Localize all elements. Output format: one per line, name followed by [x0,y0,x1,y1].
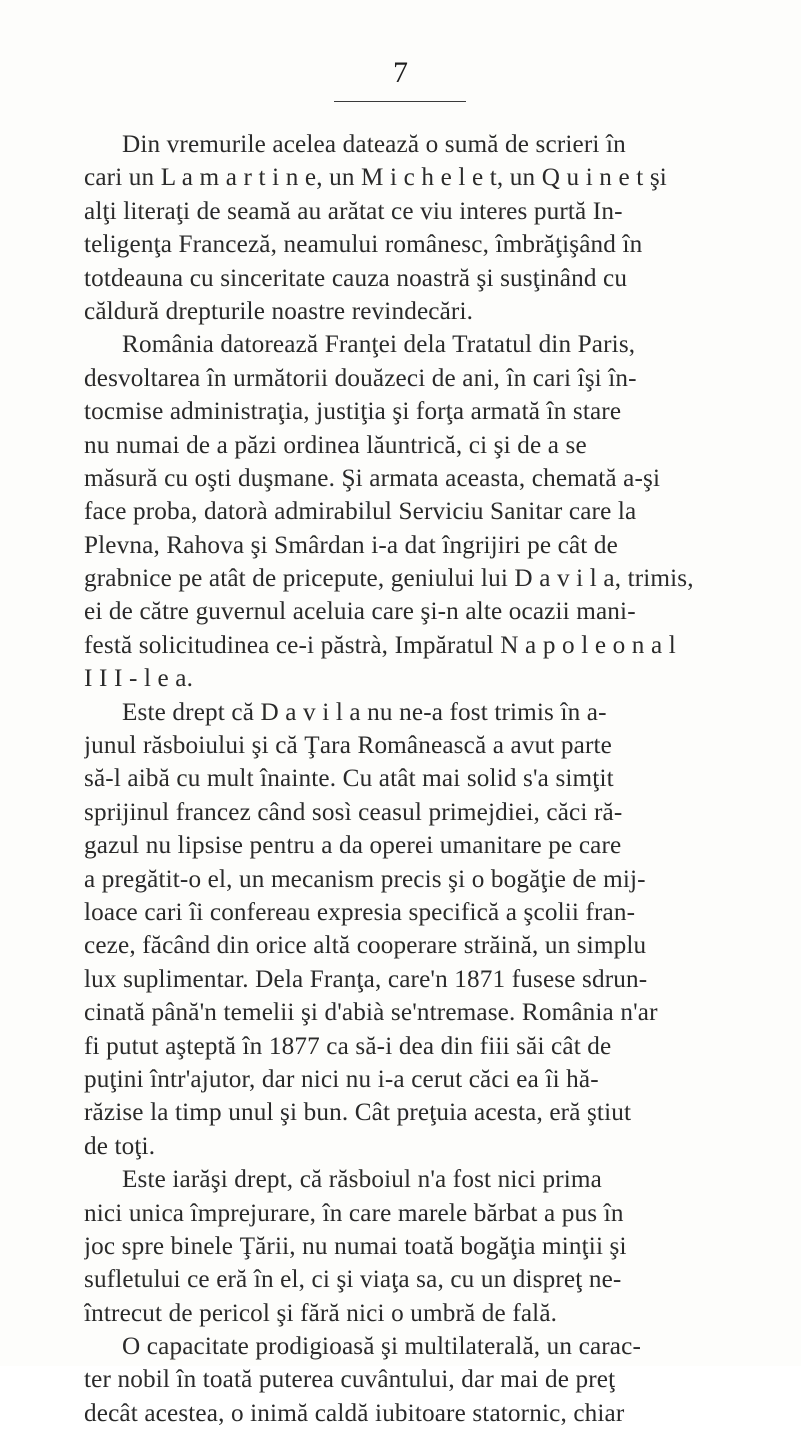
text-line: măsură cu oşti duşmane. Şi armata aceasta, chemată a-şi [84,464,661,492]
text-line: sprijinul francez când sosì ceasul primejdiei, căci ră- [84,798,623,826]
text-line: ei de către guvernul aceluia care şi-n alte ocazii mani- [84,598,636,626]
text-line: totdeauna cu sinceritate cauza noastră şi susţinând cu [84,264,628,292]
text-line: O capacitate prodigioasă şi multilaterală, un carac- [122,1333,642,1361]
text-line: răzise la timp unul şi bun. Cât preţuia acesta, eră ştiut [84,1099,632,1127]
text-line: festă solicitudinea ce-i păstrà, Impăratul N a p o l e o n a l [84,631,676,659]
text-line: întrecut de pericol şi fără nici o umbră de fală. [84,1299,558,1327]
text-line: Este iarăşi drept, că răsboiul n'a fost nici prima [122,1166,602,1194]
text-line: ter nobil în toată puterea cuvântului, dar mai de preţ [84,1366,616,1394]
text-line: să-l aibă cu mult înainte. Cu atât mai solid s'a simţit [84,765,614,793]
text-line: nu numai de a păzi ordinea lăuntrică, ci şi de a se [84,431,587,459]
text-line: de toţi. [84,1132,156,1160]
text-line: cinată până'n temelii şi d'abià se'ntremase. România n'ar [84,999,658,1027]
text-line: fi putut aşteptă în 1877 ca să-i dea din fiii săi cât de [84,1032,612,1060]
text-line: decât acestea, o inimă caldă iubitoare statornic, chiar [84,1399,625,1427]
text-line: a pregătit-o el, un mecanism precis şi o bogăţie de mij- [84,865,646,893]
text-line: ceze, făcând din orice altă cooperare străină, un simplu [84,932,647,960]
text-line: lux suplimentar. Dela Franţa, care'n 1871 fusese sdrun- [84,965,648,993]
text-line: junul răsboiului şi că Ţara Românească a avut parte [84,732,612,760]
text-line: joc spre binele Ţării, nu numai toată bogăţia minţii şi [84,1232,627,1260]
text-line: gazul nu lipsise pentru a da operei umanitare pe care [84,832,622,860]
text-line: puţini într'ajutor, dar nici nu i-a cerut căci ea îi hă- [84,1065,599,1093]
text-line: Plevna, Rahova şi Smârdan i-a dat îngrijiri pe cât de [84,531,618,559]
text-line: Este drept că D a v i l a nu ne-a fost trimis în a- [122,698,607,726]
text-line: face proba, datorà admirabilul Serviciu Sanitar care la [84,498,637,526]
text-line: desvoltarea în următorii douăzeci de ani, în cari îşi în- [84,364,637,392]
page-number-rule [334,101,466,102]
text-line: Din vremurile acelea datează o sumă de scrieri în [122,131,626,158]
text-line: tocmise administraţia, justiţia şi forţa armată în stare [84,398,622,426]
text-line: sufletului ce eră în el, ci şi viaţa sa, cu un dispreţ ne- [84,1266,622,1294]
page-number: 7 [393,56,408,89]
body-text [84,128,730,1430]
text-line: căldură drepturile noastre revindecări. [84,297,474,325]
text-line: loace cari îi confereau expresia specifică a şcolii fran- [84,898,636,926]
text-line: cari un L a m a r t i n e, un M i c h e l e t, un Q u i n e t şi [84,164,667,192]
text-line: grabnice pe atât de pricepute, geniului lui D a v i l a, trimis, [84,565,694,593]
text-line: I I I - l e a. [84,665,194,693]
text-line: nici unica împrejurare, în care marele bărbat a pus în [84,1199,624,1227]
text-line: alţi literaţi de seamă au arătat ce viu interes purtă In- [84,197,623,225]
text-line: teligenţa Franceză, neamului românesc, îmbrăţişând în [84,231,643,259]
text-line: România datorează Franţei dela Tratatul din Paris, [122,331,636,359]
